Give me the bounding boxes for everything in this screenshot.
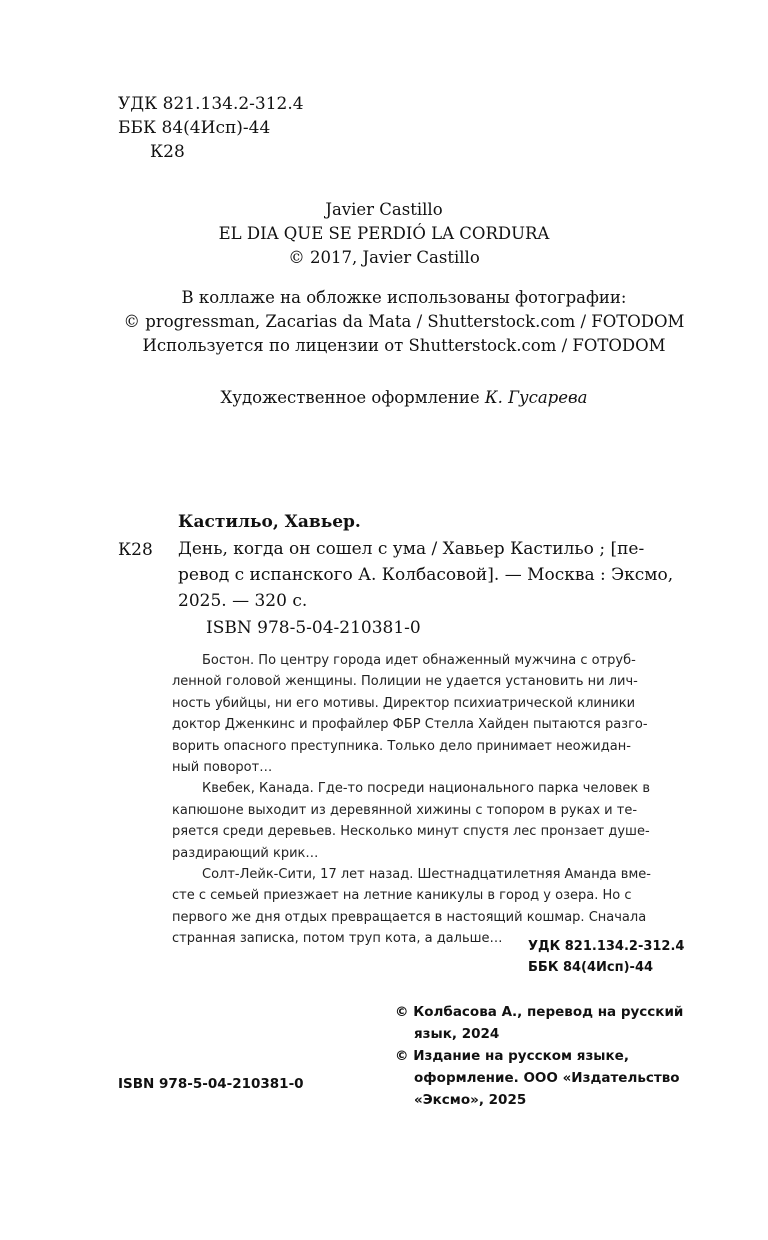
art-design-credit — [0, 386, 768, 410]
cover-credit-line: Используется по лицензии от Shutterstock.com / FOTODOM — [142, 336, 666, 355]
translation-copyright: язык, 2024 — [414, 1026, 500, 1042]
cover-credit-line: © progressman, Zacarias da Mata / Shutterstock.com / FOTODOM — [123, 312, 685, 331]
translation-copyright: © Колбасова А., перевод на русский — [395, 1004, 684, 1020]
annotation-line: ряется среди деревьев. Несколько минут спустя лес пронзает душе- — [172, 824, 650, 840]
isbn-bottom: ISBN 978-5-04-210381-0 — [118, 1076, 304, 1092]
edition-copyright: «Эксмо», 2025 — [414, 1092, 527, 1108]
annotation-line: Квебек, Канада. Где-то посреди национального парка человек в — [202, 781, 651, 797]
udk-code: УДК 821.134.2-312.4 — [528, 939, 685, 954]
cover-credit-line: В коллаже на обложке использованы фотографии: — [181, 288, 627, 307]
bib-line: 2025. — 320 с. — [178, 591, 308, 611]
annotation-line: ворить опасного преступника. Только дело принимает неожидан- — [172, 738, 631, 754]
annotation-line: странная записка, потом труп кота, а дальше… — [172, 931, 503, 947]
classification-codes — [118, 92, 304, 164]
annotation-line: Бостон. По центру города идет обнаженный мужчина с отруб- — [202, 653, 636, 668]
annotation-line: доктор Дженкинс и профайлер ФБР Стелла Хайден пытаются разго- — [172, 717, 648, 733]
bbk-code: ББК 84(4Исп)-44 — [528, 960, 654, 975]
annotation — [172, 650, 694, 950]
edition-copyright: оформление. ООО «Издательство — [414, 1070, 680, 1086]
art-design-label: Художественное оформление — [220, 388, 480, 407]
bib-line: День, когда он сошел с ума / Хавьер Кастильо ; [пе- — [178, 539, 645, 559]
annotation-line: ность убийцы, ни его мотивы. Директор психиатрической клиники — [172, 695, 636, 711]
bib-line: ревод с испанского А. Колбасовой]. — Москва : Эксмо, — [178, 565, 674, 585]
bibliographic-mark: К28 — [118, 540, 153, 560]
edition-copyright: © Издание на русском языке, — [395, 1048, 629, 1064]
original-title: EL DIA QUE SE PERDIÓ LA CORDURA — [218, 224, 550, 243]
bibliographic-author: Кастильо, Хавьер. — [178, 512, 361, 532]
original-edition-info — [0, 198, 768, 270]
annotation-line: капюшоне выходит из деревянной хижины с топором в руках и те- — [172, 802, 638, 818]
cover-credits — [0, 286, 768, 358]
bbk-code: ББК 84(4Исп)-44 — [118, 118, 271, 138]
original-copyright: © 2017, Javier Castillo — [288, 248, 480, 267]
author-mark: К28 — [150, 142, 185, 162]
annotation-line: Солт-Лейк-Сити, 17 лет назад. Шестнадцатилетняя Аманда вме- — [202, 867, 651, 883]
annotation-line: сте с семьей приезжает на летние каникулы в город у озера. Но с — [172, 888, 632, 904]
classification-codes-bottom — [528, 936, 684, 978]
original-author: Javier Castillo — [325, 200, 443, 219]
copyright-notices — [395, 1001, 683, 1111]
annotation-line: ленной головой женщины. Полиции не удается установить ни лич- — [172, 674, 638, 690]
annotation-line: раздирающий крик… — [172, 845, 319, 861]
udk-code: УДК 821.134.2-312.4 — [118, 94, 304, 114]
isbn-main: ISBN 978-5-04-210381-0 — [206, 618, 421, 638]
annotation-line: первого же дня отдых превращается в настоящий кошмар. Сначала — [172, 909, 647, 925]
bibliographic-description — [178, 536, 690, 614]
annotation-line: ный поворот… — [172, 760, 273, 776]
art-designer-name: К. Гусарева — [484, 388, 588, 407]
